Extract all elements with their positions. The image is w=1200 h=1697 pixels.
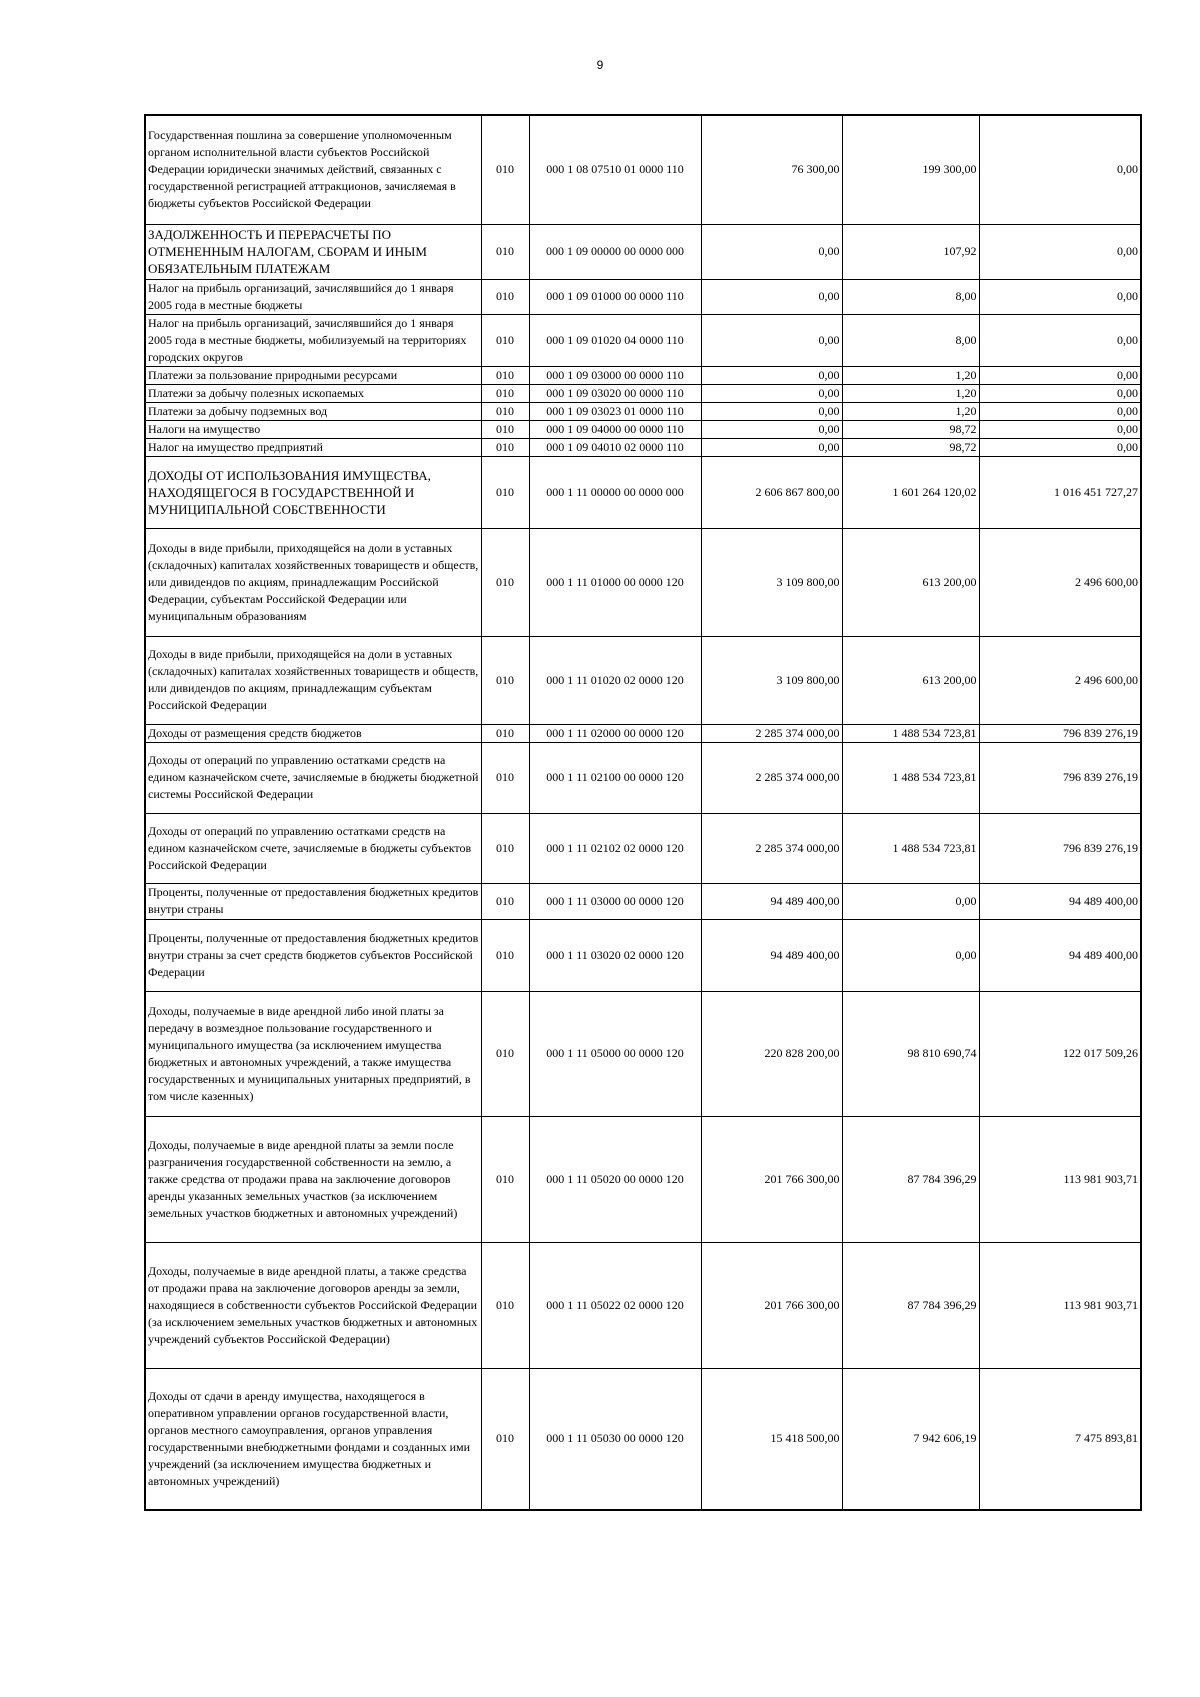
row-unexecuted: 1 016 451 727,27 [979,456,1141,528]
row-name: Доходы, получаемые в виде арендной платы за земли после разграничения государственной собственности на землю, а также средства от продажи права на заключение договоров аренды указанных земельных участков (за исключением земельных участков бюджетных и автономных учреждений) [145,1116,481,1242]
row-line-code: 010 [481,366,529,384]
row-line-code: 010 [481,528,529,636]
row-executed: 1,20 [842,366,979,384]
row-name: Платежи за пользование природными ресурсами [145,366,481,384]
table-row [145,528,1141,636]
table-row [145,438,1141,456]
row-budget-code: 000 1 11 03020 02 0000 120 [529,919,701,991]
row-unexecuted: 122 017 509,26 [979,991,1141,1116]
table-row [145,420,1141,438]
row-approved: 2 285 374 000,00 [701,813,842,883]
row-line-code: 010 [481,1242,529,1368]
row-budget-code: 000 1 09 03000 00 0000 110 [529,366,701,384]
row-name: Доходы в виде прибыли, приходящейся на доли в уставных (складочных) капиталах хозяйственных товариществ и обществ, или дивидендов по акциям, принадлежащим субъектам Российской Федерации [145,636,481,724]
row-name: ДОХОДЫ ОТ ИСПОЛЬЗОВАНИЯ ИМУЩЕСТВА, НАХОДЯЩЕГОСЯ В ГОСУДАРСТВЕННОЙ И МУНИЦИПАЛЬНОЙ СОБСТВЕННОСТИ [145,456,481,528]
row-executed: 8,00 [842,279,979,314]
table-row [145,636,1141,724]
row-budget-code: 000 1 11 00000 00 0000 000 [529,456,701,528]
table-row [145,115,1141,224]
row-approved: 0,00 [701,438,842,456]
row-line-code: 010 [481,384,529,402]
row-name: Налог на имущество предприятий [145,438,481,456]
row-approved: 0,00 [701,402,842,420]
table-row [145,724,1141,742]
row-line-code: 010 [481,724,529,742]
row-name: Государственная пошлина за совершение уполномоченным органом исполнительной власти субъектов Российской Федерации юридически значимых действий, связанных с государственной регистрацией аттракционов, зачисляемая в бюджеты субъектов Российской Федерации [145,115,481,224]
row-name: Налог на прибыль организаций, зачислявшийся до 1 января 2005 года в местные бюджеты, мобилизуемый на территориях городских округов [145,314,481,366]
row-unexecuted: 0,00 [979,115,1141,224]
row-executed: 87 784 396,29 [842,1116,979,1242]
row-budget-code: 000 1 09 04000 00 0000 110 [529,420,701,438]
row-unexecuted: 0,00 [979,402,1141,420]
row-unexecuted: 0,00 [979,420,1141,438]
table-row [145,919,1141,991]
table-row [145,314,1141,366]
row-budget-code: 000 1 11 05020 00 0000 120 [529,1116,701,1242]
row-executed: 1 601 264 120,02 [842,456,979,528]
table-row [145,279,1141,314]
row-executed: 1 488 534 723,81 [842,724,979,742]
row-budget-code: 000 1 11 01000 00 0000 120 [529,528,701,636]
page-number: 9 [596,58,604,72]
row-unexecuted: 0,00 [979,314,1141,366]
row-line-code: 010 [481,224,529,279]
revenue-table [144,114,1142,1511]
row-executed: 1,20 [842,384,979,402]
row-budget-code: 000 1 11 05030 00 0000 120 [529,1368,701,1510]
row-approved: 0,00 [701,420,842,438]
row-name: Доходы от операций по управлению остатками средств на едином казначейском счете, зачисляемые в бюджеты субъектов Российской Федерации [145,813,481,883]
row-line-code: 010 [481,636,529,724]
row-budget-code: 000 1 09 04010 02 0000 110 [529,438,701,456]
row-executed: 0,00 [842,883,979,919]
row-approved: 3 109 800,00 [701,636,842,724]
row-executed: 87 784 396,29 [842,1242,979,1368]
row-budget-code: 000 1 09 00000 00 0000 000 [529,224,701,279]
row-line-code: 010 [481,1368,529,1510]
row-approved: 0,00 [701,279,842,314]
row-line-code: 010 [481,919,529,991]
row-name: Доходы, получаемые в виде арендной платы, а также средства от продажи права на заключение договоров аренды за земли, находящиеся в собственности субъектов Российской Федерации (за исключением земельных участков бюджетных и автономных учреждений субъектов Российской Федерации) [145,1242,481,1368]
row-name: Доходы, получаемые в виде арендной либо иной платы за передачу в возмездное пользование государственного и муниципального имущества (за исключением имущества бюджетных и автономных учреждений, а также имущества государственных и муниципальных унитарных предприятий, в том числе казенных) [145,991,481,1116]
row-line-code: 010 [481,279,529,314]
row-unexecuted: 0,00 [979,438,1141,456]
row-approved: 201 766 300,00 [701,1116,842,1242]
row-executed: 613 200,00 [842,528,979,636]
row-approved: 94 489 400,00 [701,883,842,919]
row-line-code: 010 [481,420,529,438]
row-executed: 0,00 [842,919,979,991]
row-budget-code: 000 1 11 05000 00 0000 120 [529,991,701,1116]
row-name: Доходы от размещения средств бюджетов [145,724,481,742]
row-executed: 7 942 606,19 [842,1368,979,1510]
row-unexecuted: 113 981 903,71 [979,1116,1141,1242]
row-name: Платежи за добычу подземных вод [145,402,481,420]
table-row [145,1368,1141,1510]
row-budget-code: 000 1 09 01020 04 0000 110 [529,314,701,366]
row-budget-code: 000 1 11 02000 00 0000 120 [529,724,701,742]
row-approved: 94 489 400,00 [701,919,842,991]
row-line-code: 010 [481,1116,529,1242]
row-executed: 98,72 [842,438,979,456]
row-line-code: 010 [481,438,529,456]
table-row [145,883,1141,919]
row-line-code: 010 [481,883,529,919]
row-unexecuted: 94 489 400,00 [979,919,1141,991]
row-unexecuted: 0,00 [979,366,1141,384]
row-approved: 2 285 374 000,00 [701,742,842,813]
table-row [145,402,1141,420]
row-budget-code: 000 1 08 07510 01 0000 110 [529,115,701,224]
table-row [145,1242,1141,1368]
row-executed: 613 200,00 [842,636,979,724]
row-line-code: 010 [481,456,529,528]
table-row [145,742,1141,813]
row-budget-code: 000 1 11 01020 02 0000 120 [529,636,701,724]
row-name: Доходы в виде прибыли, приходящейся на доли в уставных (складочных) капиталах хозяйственных товариществ и обществ, или дивидендов по акциям, принадлежащим Российской Федерации, субъектам Российской Федерации или муниципальным образованиям [145,528,481,636]
table-row [145,224,1141,279]
row-approved: 0,00 [701,224,842,279]
row-name: Доходы от операций по управлению остатками средств на едином казначейском счете, зачисляемые в бюджеты бюджетной системы Российской Федерации [145,742,481,813]
row-executed: 107,92 [842,224,979,279]
row-executed: 199 300,00 [842,115,979,224]
row-executed: 98 810 690,74 [842,991,979,1116]
row-unexecuted: 0,00 [979,384,1141,402]
row-unexecuted: 796 839 276,19 [979,742,1141,813]
row-budget-code: 000 1 09 01000 00 0000 110 [529,279,701,314]
row-budget-code: 000 1 11 05022 02 0000 120 [529,1242,701,1368]
row-unexecuted: 2 496 600,00 [979,636,1141,724]
row-line-code: 010 [481,115,529,224]
table-row [145,384,1141,402]
row-unexecuted: 2 496 600,00 [979,528,1141,636]
row-budget-code: 000 1 11 02102 02 0000 120 [529,813,701,883]
row-line-code: 010 [481,813,529,883]
row-name: Налог на прибыль организаций, зачислявшийся до 1 января 2005 года в местные бюджеты [145,279,481,314]
row-name: Проценты, полученные от предоставления бюджетных кредитов внутри страны за счет средств бюджетов субъектов Российской Федерации [145,919,481,991]
row-unexecuted: 0,00 [979,279,1141,314]
row-approved: 15 418 500,00 [701,1368,842,1510]
row-name: Платежи за добычу полезных ископаемых [145,384,481,402]
row-name: Проценты, полученные от предоставления бюджетных кредитов внутри страны [145,883,481,919]
row-executed: 1 488 534 723,81 [842,813,979,883]
row-unexecuted: 94 489 400,00 [979,883,1141,919]
row-executed: 8,00 [842,314,979,366]
row-budget-code: 000 1 11 02100 00 0000 120 [529,742,701,813]
row-approved: 76 300,00 [701,115,842,224]
row-approved: 201 766 300,00 [701,1242,842,1368]
row-name: ЗАДОЛЖЕННОСТЬ И ПЕРЕРАСЧЕТЫ ПО ОТМЕНЕННЫМ НАЛОГАМ, СБОРАМ И ИНЫМ ОБЯЗАТЕЛЬНЫМ ПЛАТЕЖАМ [145,224,481,279]
row-approved: 2 285 374 000,00 [701,724,842,742]
row-line-code: 010 [481,991,529,1116]
row-executed: 1,20 [842,402,979,420]
row-line-code: 010 [481,402,529,420]
row-unexecuted: 796 839 276,19 [979,724,1141,742]
table-row [145,366,1141,384]
table-row [145,991,1141,1116]
row-budget-code: 000 1 09 03020 00 0000 110 [529,384,701,402]
row-approved: 0,00 [701,366,842,384]
row-approved: 3 109 800,00 [701,528,842,636]
row-line-code: 010 [481,742,529,813]
row-name: Доходы от сдачи в аренду имущества, находящегося в оперативном управлении органов государственной власти, органов местного самоуправления, органов управления государственными внебюджетными фондами и созданных ими учреждений (за исключением имущества бюджетных и автономных учреждений) [145,1368,481,1510]
row-unexecuted: 0,00 [979,224,1141,279]
table-row [145,1116,1141,1242]
row-budget-code: 000 1 09 03023 01 0000 110 [529,402,701,420]
row-approved: 0,00 [701,384,842,402]
row-executed: 1 488 534 723,81 [842,742,979,813]
row-unexecuted: 113 981 903,71 [979,1242,1141,1368]
row-unexecuted: 796 839 276,19 [979,813,1141,883]
row-name: Налоги на имущество [145,420,481,438]
row-budget-code: 000 1 11 03000 00 0000 120 [529,883,701,919]
row-executed: 98,72 [842,420,979,438]
row-approved: 0,00 [701,314,842,366]
row-unexecuted: 7 475 893,81 [979,1368,1141,1510]
table-row [145,813,1141,883]
table-row [145,456,1141,528]
row-line-code: 010 [481,314,529,366]
row-approved: 2 606 867 800,00 [701,456,842,528]
row-approved: 220 828 200,00 [701,991,842,1116]
